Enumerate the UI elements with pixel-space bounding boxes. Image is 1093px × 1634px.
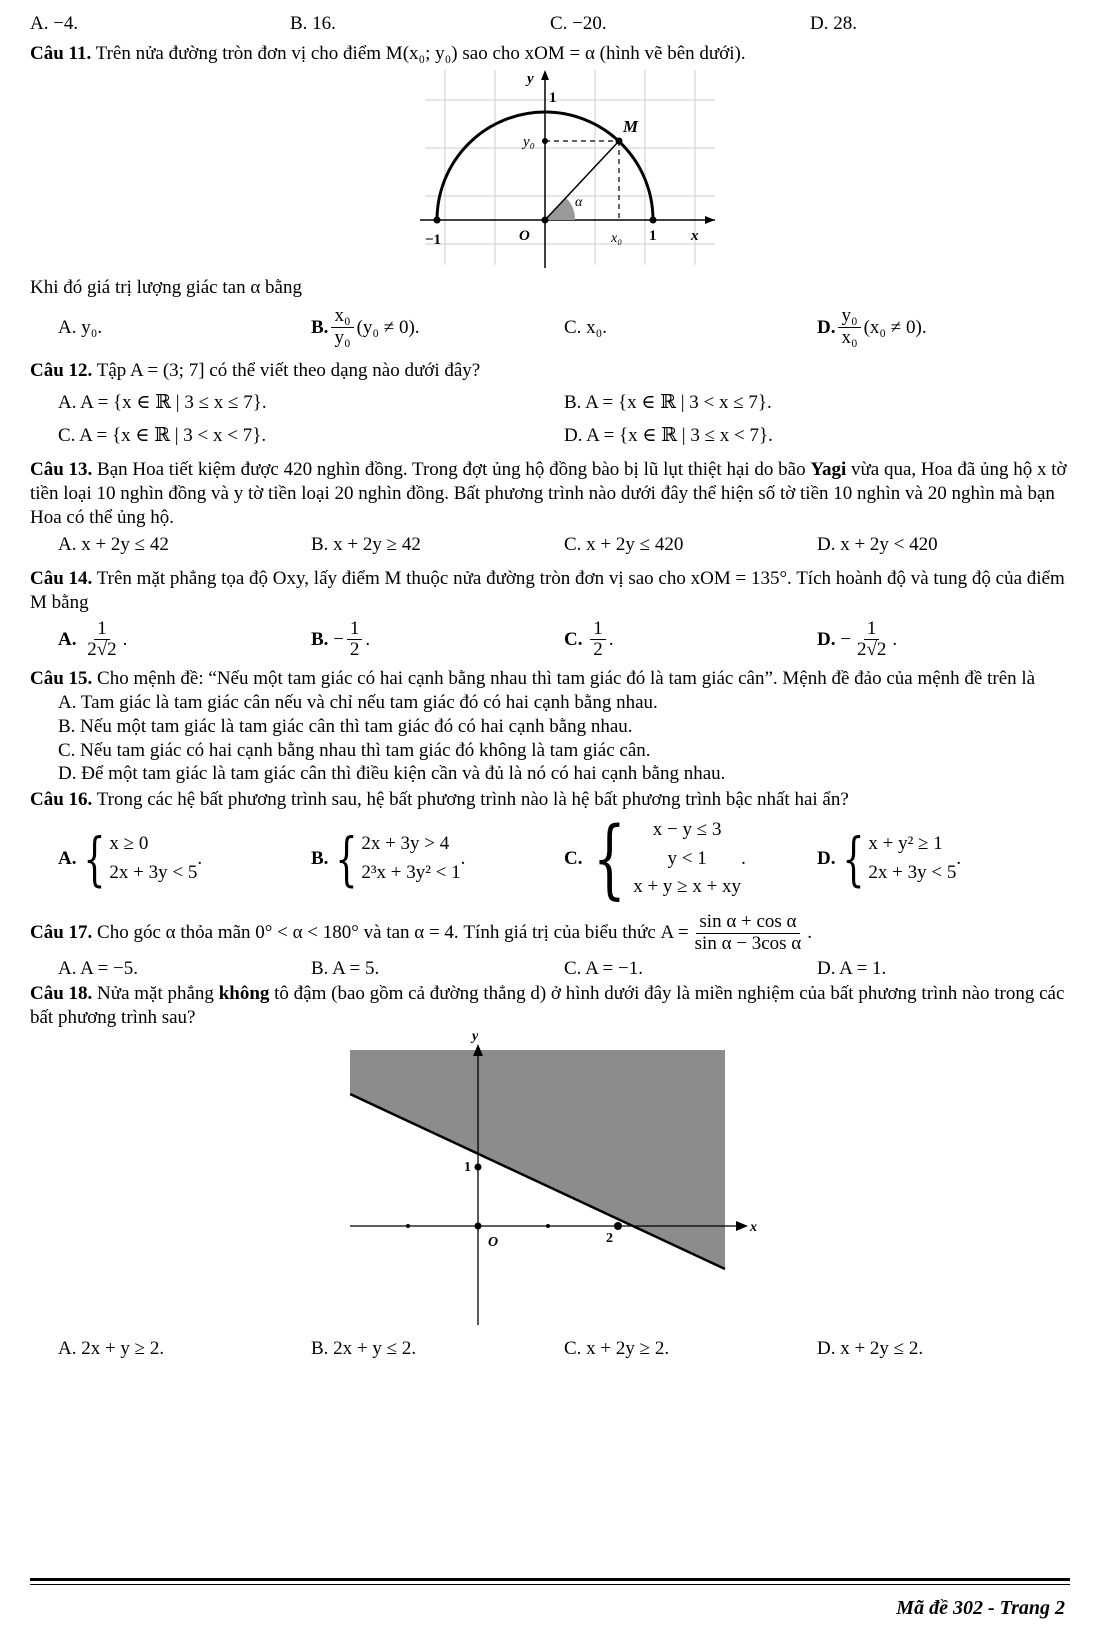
q16-d-system: { x + y² ≥ 1 2x + 3y < 5 [842, 824, 957, 893]
q18-option-c: C. x + 2y ≥ 2. [564, 1337, 670, 1359]
q10-option-d: D. 28. [810, 13, 857, 34]
q18-label: Câu 18. [30, 983, 93, 1005]
q18-bold: không [218, 983, 270, 1005]
fig2-origin: O [488, 1234, 499, 1250]
q14-label: Câu 14. [30, 568, 93, 590]
q14-option-d: D. − $\frac{1}{2√2}$ . [817, 617, 898, 661]
q11-option-a: A. y₀. [58, 316, 103, 338]
q18-text2: tô đậm (bao gồm cả đường thẳng d) ở hình dưới đây là miền nghiệm của bất phương trình nào trong các bất phương trình sau? [30, 983, 1065, 1029]
q14-option-a: A. $\frac{1}{2√2}$ . [58, 617, 128, 661]
q11-option-d-fraction: $\frac{\text{y₀}}{\text{x₀}}$ [838, 306, 860, 349]
q11-label: Câu 11. [30, 42, 92, 64]
q16-option-d: D. { x + y² ≥ 1 2x + 3y < 5 . [817, 824, 962, 893]
fig1-minus-one: −1 [425, 231, 442, 248]
footer-rule-thin [30, 1584, 1070, 1585]
fig1-one-top: 1 [549, 89, 557, 106]
q15-options [30, 691, 1070, 786]
fig2-y-label: y [472, 1029, 479, 1044]
q11-option-b-fraction: $\frac{\text{x₀}}{\text{y₀}}$ [331, 306, 353, 349]
page-footer: Mã đề 302 - Trang 2 [896, 1597, 1065, 1619]
q13-option-c: C. x + 2y ≤ 420 [564, 534, 684, 556]
unit-semicircle-figure [415, 70, 725, 270]
question-16 [30, 788, 1070, 812]
q13-bold: Yagi [810, 459, 847, 481]
footer-rule-thick [30, 1578, 1070, 1581]
fig1-origin: O [519, 227, 530, 244]
q15-option-b: B. Nếu một tam giác là tam giác cân thì tam giác đó có hai cạnh bằng nhau. [58, 715, 633, 737]
q15-label: Câu 15. [30, 668, 93, 690]
q12-option-a: A. A = {x ∈ ℝ | 3 ≤ x ≤ 7}. [58, 391, 267, 413]
q16-b-system: { 2x + 3y > 4 2³x + 3y² < 1 [335, 824, 461, 893]
fig1-m-label: M [623, 116, 639, 136]
q12-options-row1 [30, 391, 1070, 415]
q11-option-c: C. x₀. [564, 316, 608, 338]
q18-option-d: D. x + 2y ≤ 2. [817, 1337, 924, 1359]
fig1-x-label: x [691, 227, 699, 244]
q12-label: Câu 12. [30, 359, 93, 381]
q17-option-a: A. A = −5. [58, 957, 139, 979]
q18-option-b: B. 2x + y ≤ 2. [311, 1337, 417, 1359]
q11-after-text: Khi đó giá trị lượng giác tan α bằng [30, 277, 302, 299]
q14-text: Trên mặt phẳng tọa độ Oxy, lấy điểm M thuộc nửa đường tròn đơn vị sao cho xOM = 135°. Tích hoành độ và tung độ của điểm M bằng [30, 568, 1065, 613]
q16-option-a: A. { x ≥ 0 2x + 3y < 5 . [58, 824, 203, 893]
q12-option-d: D. A = {x ∈ ℝ | 3 ≤ x < 7}. [564, 425, 773, 447]
q10-option-a: A. −4. [30, 13, 79, 34]
q12-options-row2 [30, 424, 1070, 448]
q11-option-b: B. $\frac{\text{x₀}}{\text{y₀}}$ (y₀ ≠ 0). [311, 305, 420, 348]
shaded-half-plane [350, 1050, 725, 1269]
q17-option-b: B. A = 5. [311, 957, 380, 979]
q16-text: Trong các hệ bất phương trình sau, hệ bất phương trình nào là hệ bất phương trình bậc nhất hai ẩn? [96, 789, 849, 811]
fig1-x0-label: x₀ [611, 230, 623, 246]
fig2-x-label: x [750, 1219, 757, 1235]
q17-option-d: D. A = 1. [817, 957, 887, 979]
question-11 [30, 42, 1070, 66]
q18-options [30, 1337, 1070, 1361]
q11-text: Trên nửa đường tròn đơn vị cho điểm M(x₀; y₀) sao cho xOM = α (hình vẽ bên dưới). [95, 42, 746, 64]
q17-option-c: C. A = −1. [564, 957, 643, 979]
question-13 [30, 458, 1070, 529]
fig2-one: 1 [464, 1159, 471, 1175]
q16-option-b: B. { 2x + 3y > 4 2³x + 3y² < 1 . [311, 824, 466, 893]
q17-text: Cho góc α thỏa mãn 0° < α < 180° và tan α = 4. Tính giá trị của biểu thức [97, 922, 656, 944]
q13-label: Câu 13. [30, 459, 93, 481]
q13-options [30, 533, 1070, 557]
half-plane-figure [350, 1030, 770, 1330]
q11-options [30, 306, 1070, 349]
q17-expr-lead: A = [660, 922, 689, 944]
fig1-y0-label: y₀ [523, 133, 535, 150]
q18-text1: Nửa mặt phẳng [97, 983, 214, 1005]
fig1-y-label: y [527, 70, 534, 87]
fig1-one-right: 1 [649, 227, 657, 244]
q15-option-a: A. Tam giác là tam giác cân nếu và chỉ nếu tam giác đó có hai cạnh bằng nhau. [58, 692, 658, 714]
q16-label: Câu 16. [30, 789, 93, 811]
q13-option-d: D. x + 2y < 420 [817, 534, 938, 556]
q13-option-b: B. x + 2y ≥ 42 [311, 534, 421, 556]
question-17: Câu 17. Cho góc α thỏa mãn 0° < α < 180° và tan α = 4. Tính giá trị của biểu thức A = $\frac{\text{sin α + cos α}}{\text{sin α − 3cos α}}$ . [30, 910, 813, 954]
q12-text: Tập A = (3; 7] có thể viết theo dạng nào dưới đây? [96, 359, 481, 381]
exam-page [30, 12, 1070, 1360]
q15-text: Cho mệnh đề: “Nếu một tam giác có hai cạnh bằng nhau thì tam giác đó là tam giác cân”. Mệnh đề đảo của mệnh đề trên là [97, 668, 1036, 690]
q16-a-system: { x ≥ 0 2x + 3y < 5 [83, 824, 198, 893]
q12-option-c: C. A = {x ∈ ℝ | 3 < x < 7}. [58, 425, 267, 447]
q10-option-b: B. 16. [290, 13, 336, 34]
q17-label: Câu 17. [30, 922, 93, 944]
q16-option-c: C. { x − y ≤ 3 y < 1 x + y ≥ x + xy . [564, 808, 746, 909]
q13-option-a: A. x + 2y ≤ 42 [58, 534, 169, 556]
q17-options [30, 957, 1070, 981]
q18-option-a: A. 2x + y ≥ 2. [58, 1337, 165, 1359]
q13-text2: vừa qua, Hoa đã ủng hộ x tờ tiền loại 10 nghìn đồng và y tờ tiền loại 20 nghìn đồng. Bất phương trình nào dưới đây thể hiện số tờ tiền 10 nghìn và 20 nghìn mà bạn Hoa có thể ủng hộ. [30, 459, 1067, 528]
q14-options [30, 619, 1070, 662]
question-18 [30, 982, 1070, 1030]
q14-option-c: C. $\frac{1}{2}$ . [564, 617, 614, 661]
fig2-two: 2 [606, 1230, 613, 1246]
q15-option-d: D. Để một tam giác là tam giác cân thì điều kiện cần và đủ là nó có hai cạnh bằng nhau. [58, 763, 726, 785]
q10-options [30, 12, 1070, 36]
q17-fraction: $\frac{\text{sin α + cos α}}{\text{sin α − 3cos α}}$ [694, 910, 802, 954]
q10-option-c: C. −20. [550, 13, 607, 34]
question-14 [30, 567, 1070, 615]
question-12 [30, 359, 1070, 383]
q14-option-b: B. − $\frac{1}{2}$ . [311, 617, 371, 661]
q11-option-d: D. $\frac{\text{y₀}}{\text{x₀}}$ (x₀ ≠ 0). [817, 305, 927, 348]
q16-options [30, 808, 1070, 909]
q12-option-b: B. A = {x ∈ ℝ | 3 < x ≤ 7}. [564, 391, 772, 413]
q16-c-system: { x − y ≤ 3 y < 1 x + y ≥ x + xy [593, 808, 742, 909]
q15-option-c: C. Nếu tam giác có hai cạnh bằng nhau thì tam giác đó không là tam giác cân. [58, 739, 651, 761]
q13-text1: Bạn Hoa tiết kiệm được 420 nghìn đồng. Trong đợt ủng hộ đồng bào bị lũ lụt thiệt hại do bão [97, 459, 806, 481]
fig1-alpha-label: α [575, 194, 583, 210]
question-15 [30, 667, 1070, 691]
